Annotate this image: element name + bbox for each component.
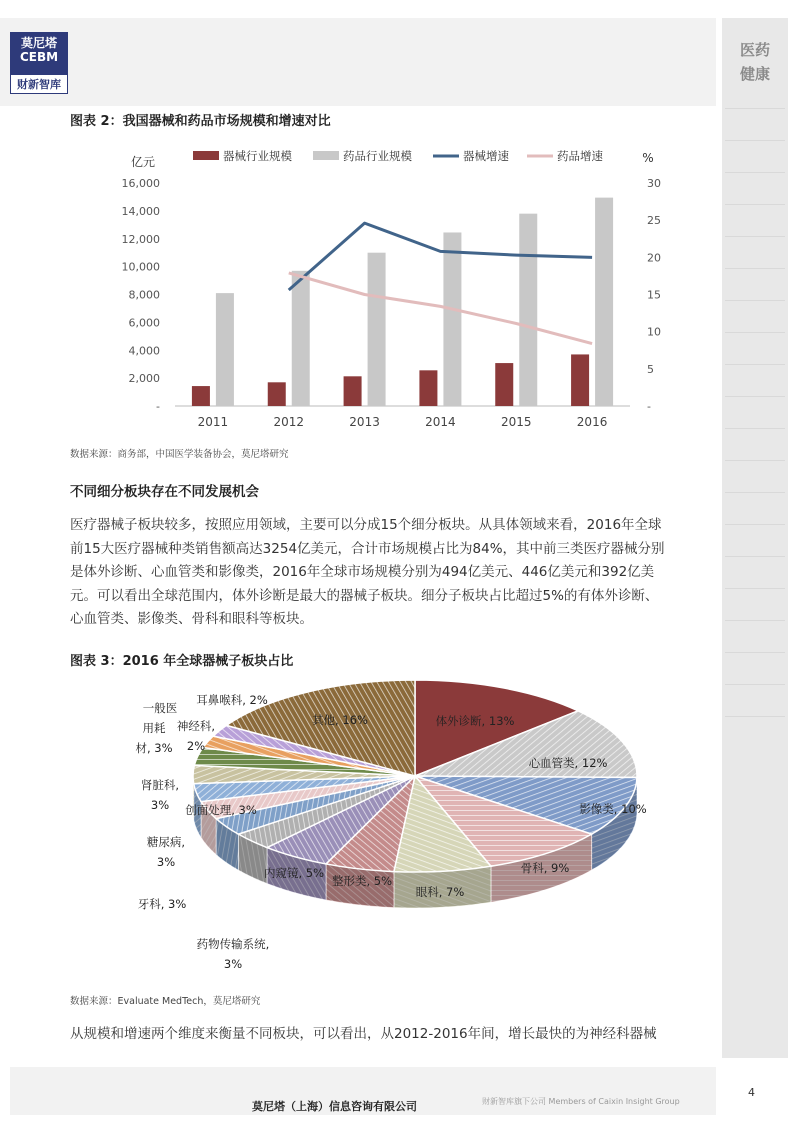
y-right-tick: 20	[647, 251, 661, 265]
y-left-tick: 6,000	[128, 316, 160, 330]
logo-en: CEBM	[19, 50, 59, 64]
device-bar	[571, 354, 589, 406]
slice-label: 创面处理, 3%	[185, 803, 257, 817]
figure2-title: 图表 2：我国器械和药品市场规模和增速对比	[70, 114, 331, 129]
slice-label: 肾脏科,	[140, 778, 180, 792]
y-left-tick: 16,000	[121, 177, 160, 190]
drug-bar	[368, 253, 386, 406]
device-bar	[344, 376, 362, 406]
y-right-tick: 30	[647, 177, 661, 190]
drug-growth-line	[289, 273, 592, 344]
section-title: 不同细分板块存在不同发展机会	[70, 484, 259, 500]
legend-label: 器械增速	[463, 149, 509, 163]
paragraph-line: 医疗器械子板块较多，按照应用领域，主要可以分成15个细分板块。从具体领域来看，2016年全球	[70, 517, 662, 533]
device-bar	[268, 382, 286, 406]
slice-label: 体外诊断, 13%	[435, 714, 515, 728]
slice-label: 骨科, 9%	[520, 861, 570, 875]
slice-label: 眼科, 7%	[415, 885, 465, 899]
slice-label: 一般医	[142, 701, 178, 715]
x-tick-label: 2012	[273, 415, 305, 429]
slice-label: 内窥镜, 5%	[263, 866, 325, 880]
slice-label: 3%	[223, 957, 243, 971]
sidebar-divider	[725, 620, 785, 621]
drug-bar	[292, 271, 310, 406]
y-right-tick: 10	[647, 325, 661, 339]
x-tick-label: 2016	[576, 415, 608, 429]
slice-label: 药物传输系统,	[196, 937, 270, 951]
x-tick-label: 2015	[500, 415, 532, 429]
x-tick-label: 2014	[425, 415, 456, 429]
footer-company: 莫尼塔（上海）信息咨询有限公司	[252, 1100, 417, 1113]
x-tick-label: 2011	[197, 415, 229, 429]
slice-label: 神经科,	[176, 719, 216, 733]
section-label	[722, 38, 788, 86]
section-paragraph	[70, 514, 716, 632]
slice-label: 整形类, 5%	[331, 874, 393, 888]
device-growth-line	[289, 223, 592, 290]
figure3-title: 图表 3：2016 年全球器械子板块占比	[70, 654, 294, 669]
slice-label: 3%	[150, 798, 170, 812]
y-left-tick: 10,000	[121, 260, 160, 274]
y-right-tick: 15	[647, 288, 661, 302]
logo-cn: 莫尼塔	[20, 36, 57, 50]
drug-bar	[519, 214, 537, 406]
legend-swatch	[193, 151, 219, 160]
y-right-tick: 25	[647, 214, 661, 228]
slice-label: 材, 3%	[135, 741, 173, 755]
device-bar	[495, 363, 513, 406]
slice-label: 影像类, 10%	[579, 802, 647, 816]
footer-member: 财新智库旗下公司 Members of Caixin Insight Group	[482, 1097, 680, 1106]
y-left-unit: 亿元	[130, 155, 156, 169]
section-label-line2: 健康	[739, 65, 770, 83]
slice-label: 耳鼻喉科, 2%	[196, 693, 268, 707]
drug-bar	[595, 198, 613, 406]
section-label-line1: 医药	[739, 41, 770, 59]
sidebar-divider	[725, 588, 785, 589]
logo-mark	[10, 32, 68, 74]
drug-bar	[216, 293, 234, 406]
x-tick-label: 2013	[349, 415, 380, 429]
y-left-tick: -	[156, 400, 160, 413]
y-left-tick: 2,000	[128, 372, 160, 386]
paragraph-line: 元。可以看出全球范围内，体外诊断是最大的器械子板块。细分子板块占比超过5%的有体外诊断、	[70, 587, 659, 604]
tail-paragraph: 从规模和增速两个维度来衡量不同板块，可以看出，从2012-2016年间，增长最快的为神经科器械	[70, 1026, 657, 1042]
y-right-tick: 5	[647, 362, 654, 376]
y-left-tick: 14,000	[121, 204, 160, 218]
page-number: 4	[748, 1086, 755, 1099]
legend-label: 器械行业规模	[223, 149, 292, 163]
paragraph-line: 心血管类、影像类、骨科和眼科等板块。	[70, 611, 313, 627]
y-left-tick: 8,000	[128, 288, 160, 302]
sidebar-divider	[725, 652, 785, 653]
drug-bar	[443, 232, 461, 406]
figure3-source: 数据来源：Evaluate MedTech，莫尼塔研究	[70, 996, 261, 1007]
paragraph-line: 前15大医疗器械种类销售额高达3254亿美元，合计市场规模占比为84%，其中前三类医疗器械分别	[70, 540, 665, 557]
y-right-unit: %	[642, 151, 654, 165]
legend-label: 药品增速	[557, 149, 603, 163]
slice-label: 用耗	[142, 721, 166, 735]
slice-label: 心血管类, 12%	[528, 756, 608, 770]
legend-label: 药品行业规模	[343, 149, 412, 163]
legend-swatch	[313, 151, 339, 160]
slice-label: 糖尿病,	[146, 835, 186, 849]
sidebar-divider	[725, 108, 785, 109]
figure2-source: 数据来源：商务部，中国医学装备协会，莫尼塔研究	[70, 449, 289, 460]
figure3-chart	[0, 680, 800, 1000]
slice-label: 2%	[186, 739, 206, 753]
y-left-tick: 12,000	[121, 232, 160, 246]
y-right-tick: -	[647, 400, 651, 413]
device-bar	[192, 386, 210, 406]
paragraph-line: 是体外诊断、心血管类和影像类，2016年全球市场规模分别为494亿美元、446亿美元和392亿美	[70, 564, 655, 580]
header-band	[0, 18, 716, 106]
device-bar	[419, 370, 437, 406]
slice-label: 其他, 16%	[312, 713, 368, 727]
slice-label: 牙科, 3%	[137, 897, 187, 911]
logo-sub: 财新智库	[10, 74, 68, 94]
slice-label: 3%	[156, 855, 176, 869]
y-left-tick: 4,000	[128, 344, 160, 358]
company-logo	[10, 32, 68, 94]
